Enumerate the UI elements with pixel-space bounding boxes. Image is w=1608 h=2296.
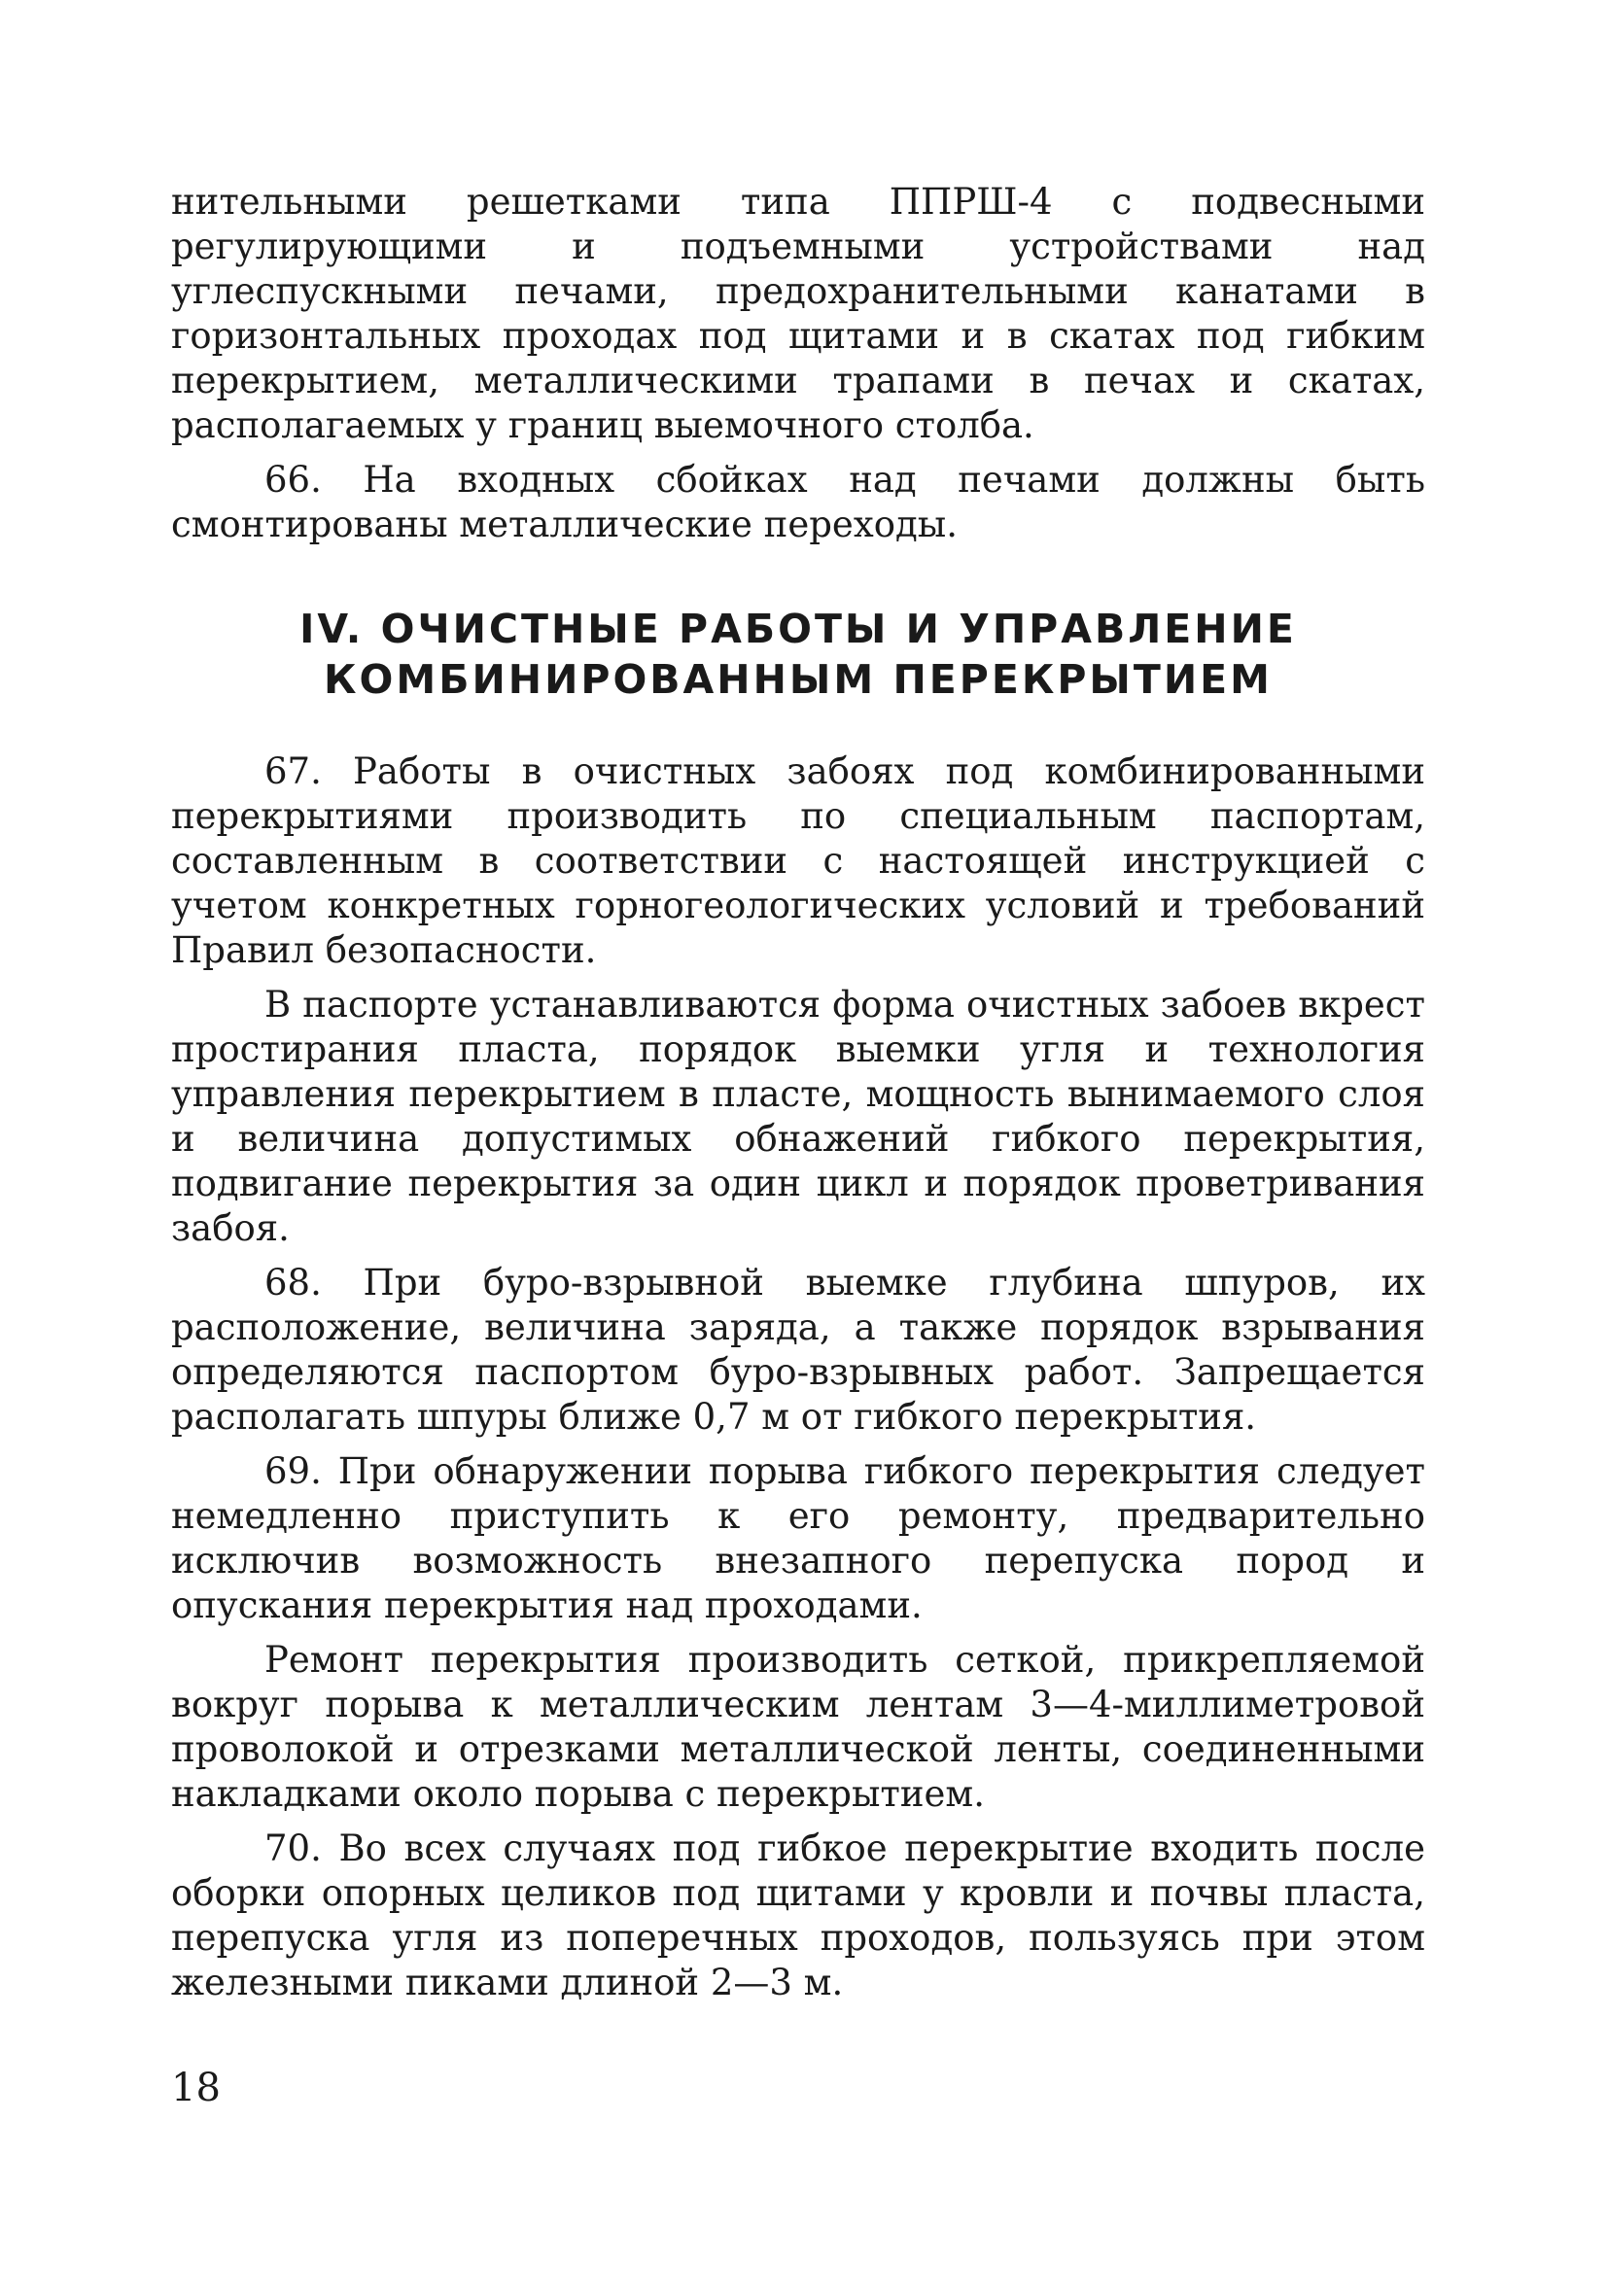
paragraph-68: 68. При буро-взрывной выемке глубина шпуров, их расположение, величина заряда, а также порядок взрывания определяются паспортом буро-взрывных работ. Запрещается располагать шпуры ближе 0,7 м от гибкого перекрытия. (171, 1262, 1425, 1438)
paragraph-66: 66. На входных сбойках над печами должны быть смонтированы металлические переходы. (171, 459, 1425, 545)
paragraph-67-passport: В паспорте устанавливаются форма очистных забоев вкрест простирания пласта, порядок выемки угля и технология управления перекрытием в пласте, мощность вынимаемого слоя и величина допустимых обнажений гибкого перекрытия, подвигание перекрытия за один цикл и порядок проветривания забоя. (171, 984, 1425, 1249)
paragraph-continuation: нительными решетками типа ППРШ-4 с подвесными регулирующими и подъемными устройствами над углеспускными печами, предохранительными канатами в горизонтальных проходах под щитами и в скатах под гибким перекрытием, металлическими трапами в печах и скатах, располагаемых у границ выемочного столба. (171, 181, 1425, 446)
document-page (171, 180, 1425, 2005)
section-heading-line-2: КОМБИНИРОВАННЫМ ПЕРЕКРЫТИЕМ (324, 656, 1273, 703)
paragraph-69-repair: Ремонт перекрытия производить сеткой, прикрепляемой вокруг порыва к металлическим лентам 3—4-миллиметровой проволокой и отрезками металлической ленты, соединенными накладками около порыва с перекрытием. (171, 1639, 1425, 1815)
section-heading-line-1: IV. ОЧИСТНЫЕ РАБОТЫ И УПРАВЛЕНИЕ (299, 606, 1297, 652)
section-heading (171, 604, 1425, 705)
paragraph-70: 70. Во всех случаях под гибкое перекрытие входить после оборки опорных целиков под щитами у кровли и почвы пласта, перепуска угля из поперечных проходов, пользуясь при этом железными пиками длиной 2—3 м. (171, 1827, 1425, 2003)
page-number: 18 (171, 2066, 221, 2110)
paragraph-67: 67. Работы в очистных забоях под комбинированными перекрытиями производить по специальным паспортам, составленным в соответствии с настоящей инструкцией с учетом конкретных горногеологических условий и требований Правил безопасности. (171, 750, 1425, 971)
paragraph-69: 69. При обнаружении порыва гибкого перекрытия следует немедленно приступить к его ремонту, предварительно исключив возможность внезапного перепуска пород и опускания перекрытия над проходами. (171, 1450, 1425, 1626)
